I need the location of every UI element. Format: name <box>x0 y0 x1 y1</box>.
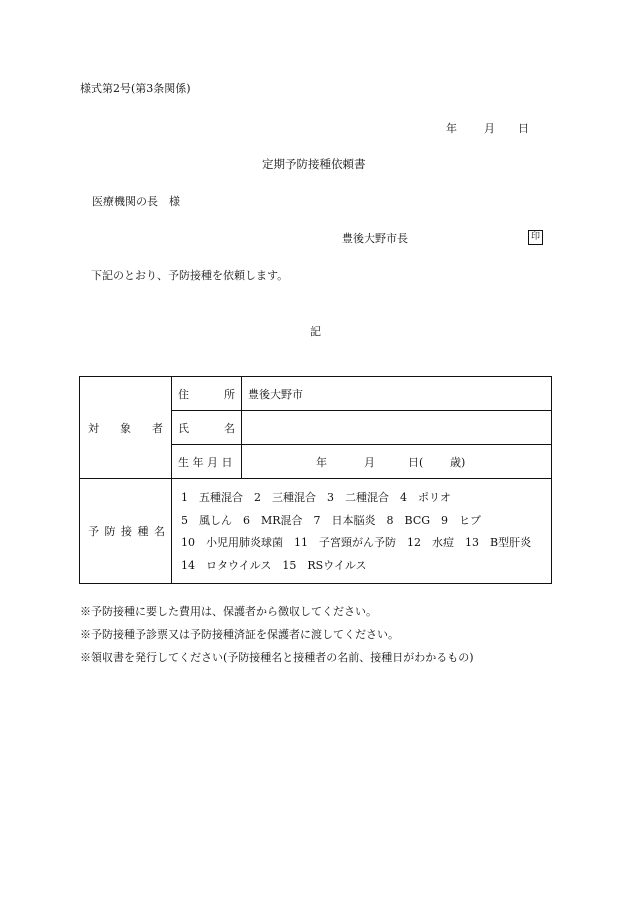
target-person-label <box>80 377 172 479</box>
birth-date-value[interactable] <box>242 445 552 479</box>
date-month: 月 <box>484 122 495 135</box>
name-value[interactable] <box>242 411 552 445</box>
sender-name: 豊後大野市長 <box>342 232 408 245</box>
birth-month: 月 <box>364 455 375 469</box>
target-label-char-3: 者 <box>152 421 163 435</box>
ki-heading: 記 <box>310 325 321 338</box>
seal-stamp: 印 <box>528 230 543 245</box>
vaccine-line-1: 1 五種混合 2 三種混合 3 二種混合 4 ポリオ <box>181 491 451 504</box>
name-label-char-1: 氏 <box>178 421 189 435</box>
address-label-char-2: 所 <box>224 387 235 401</box>
address-label-char-1: 住 <box>178 387 189 401</box>
name-label <box>172 411 242 445</box>
address-value[interactable] <box>242 377 552 411</box>
vaccine-label-char-2: 防 <box>104 525 116 538</box>
vaccine-line-3: 10 小児用肺炎球菌 11 子宮頸がん予防 12 水痘 13 B型肝炎 <box>181 536 532 549</box>
addressee: 医療機関の長 様 <box>92 195 180 208</box>
vaccination-table <box>79 376 552 584</box>
page-title: 定期予防接種依頼書 <box>262 157 366 171</box>
birth-year: 年 <box>316 455 327 469</box>
vaccine-list <box>172 479 552 584</box>
vaccine-label-char-4: 種 <box>137 525 149 538</box>
issue-date <box>446 120 529 136</box>
vaccine-line-4: 14 ロタウイルス 15 RSウイルス <box>181 558 367 572</box>
vaccine-name-label <box>80 479 172 584</box>
birth-day: 日( <box>408 455 424 469</box>
note-2: ※予防接種予診票又は予防接種済証を保護者に渡してください。 <box>80 628 399 641</box>
vaccine-label-char-5: 名 <box>154 525 165 538</box>
address-value-text: 豊後大野市 <box>248 387 303 401</box>
vaccine-label-char-3: 接 <box>121 525 132 538</box>
target-label-char-2: 象 <box>120 421 131 435</box>
date-year: 年 <box>446 122 457 135</box>
form-number: 様式第2号(第3条関係) <box>80 82 191 95</box>
vaccine-line-2: 5 風しん 6 MR混合 7 日本脳炎 8 BCG 9 ヒブ <box>181 513 482 527</box>
address-label <box>172 377 242 411</box>
name-label-char-2: 名 <box>224 421 235 435</box>
target-label-char-1: 対 <box>88 421 99 435</box>
note-1: ※予防接種に要した費用は、保護者から徴収してください。 <box>80 605 377 618</box>
intro-text: 下記のとおり、予防接種を依頼します。 <box>91 269 289 282</box>
birth-date-label-text: 生 年 月 日 <box>178 455 233 469</box>
vaccine-label-char-1: 予 <box>88 525 99 538</box>
date-day: 日 <box>518 122 529 135</box>
birth-date-label <box>172 445 242 479</box>
birth-age: 歳) <box>450 455 466 469</box>
note-3: ※領収書を発行してください(予防接種名と接種者の名前、接種日がわかるもの) <box>80 651 474 664</box>
